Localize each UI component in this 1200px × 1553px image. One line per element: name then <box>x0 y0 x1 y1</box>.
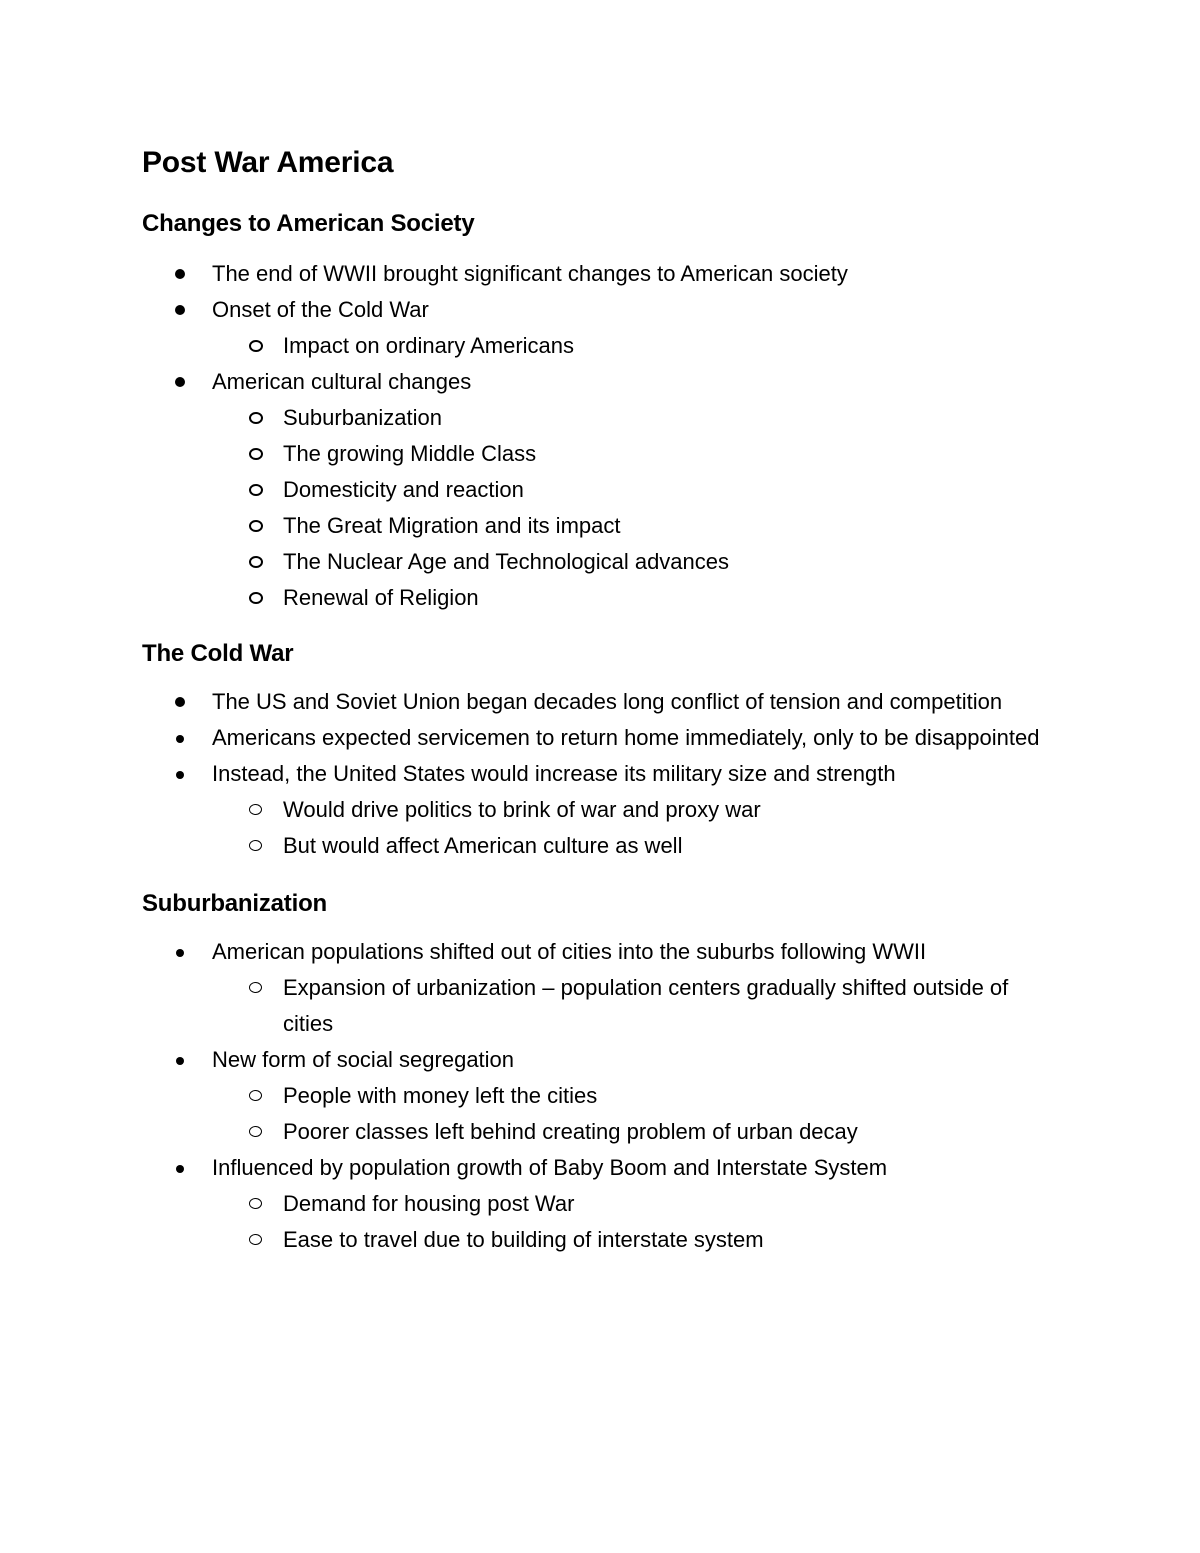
list-item <box>142 1150 1062 1186</box>
list-item <box>142 720 1062 756</box>
list-item-text: People with money left the cities <box>283 1083 598 1108</box>
list-item <box>142 580 1062 616</box>
list-item-text: Suburbanization <box>283 405 443 430</box>
list-item-text: The Nuclear Age and Technological advances <box>283 549 730 574</box>
section-heading: Suburbanization <box>142 890 327 917</box>
bullet-icon <box>176 1165 184 1173</box>
list-item-text: New form of social segregation <box>212 1047 515 1072</box>
list-item <box>142 970 1062 1042</box>
list-item <box>142 684 1062 720</box>
list-item-text: The growing Middle Class <box>283 441 537 466</box>
circle-bullet-icon <box>249 1126 262 1137</box>
section-heading: The Cold War <box>142 640 294 667</box>
list-item <box>142 328 1062 364</box>
list-item <box>142 1222 1062 1258</box>
circle-bullet-icon <box>249 982 262 993</box>
bullet-icon <box>176 949 184 957</box>
bullet-icon <box>176 771 184 779</box>
circle-bullet-icon <box>249 1090 262 1101</box>
list-item <box>142 472 1062 508</box>
list-item-text: The end of WWII brought significant changes to American society <box>212 261 848 286</box>
list-item-text: Impact on ordinary Americans <box>283 333 575 358</box>
circle-bullet-icon <box>249 412 263 424</box>
bullet-list <box>142 934 1062 1258</box>
list-item-text: American cultural changes <box>212 369 472 394</box>
bullet-icon <box>175 305 185 315</box>
list-item <box>142 292 1062 328</box>
section-heading: Changes to American Society <box>142 210 475 237</box>
list-item <box>142 934 1062 970</box>
list-item-text: Instead, the United States would increase its military size and strength <box>212 761 896 786</box>
list-item-text: Onset of the Cold War <box>212 297 429 322</box>
list-item <box>142 1114 1062 1150</box>
list-item-text: Expansion of urbanization – population centers gradually shifted outside of cities <box>283 975 1009 1036</box>
circle-bullet-icon <box>249 484 263 496</box>
list-item-text: Would drive politics to brink of war and proxy war <box>283 797 761 822</box>
list-item-text: Americans expected servicemen to return home immediately, only to be disappointed <box>212 725 1040 750</box>
list-item-text: The US and Soviet Union began decades long conflict of tension and competition <box>212 689 1003 714</box>
list-item <box>142 400 1062 436</box>
bullet-icon <box>176 1057 184 1065</box>
list-item <box>142 828 1062 864</box>
list-item <box>142 792 1062 828</box>
list-item <box>142 508 1062 544</box>
document-page <box>142 140 1062 1258</box>
bullet-list <box>142 684 1062 864</box>
list-item-text: The Great Migration and its impact <box>283 513 621 538</box>
bullet-icon <box>176 735 184 743</box>
list-item-text: Ease to travel due to building of interstate system <box>283 1227 764 1252</box>
circle-bullet-icon <box>249 448 263 460</box>
list-item-text: Domesticity and reaction <box>283 477 524 502</box>
circle-bullet-icon <box>249 520 263 532</box>
list-item-text: Demand for housing post War <box>283 1191 575 1216</box>
bullet-icon <box>175 377 185 387</box>
circle-bullet-icon <box>249 1198 262 1209</box>
page-title: Post War America <box>142 146 394 179</box>
list-item <box>142 1078 1062 1114</box>
bullet-list <box>142 256 1062 616</box>
list-item-text: Poorer classes left behind creating problem of urban decay <box>283 1119 858 1144</box>
circle-bullet-icon <box>249 340 263 352</box>
list-item <box>142 364 1062 400</box>
list-item <box>142 544 1062 580</box>
bullet-icon <box>175 269 185 279</box>
circle-bullet-icon <box>249 804 262 815</box>
list-item-text: But would affect American culture as well <box>283 833 683 858</box>
list-item <box>142 256 1062 292</box>
circle-bullet-icon <box>249 556 263 568</box>
list-item-text: American populations shifted out of cities into the suburbs following WWII <box>212 939 927 964</box>
list-item <box>142 1042 1062 1078</box>
list-item-text: Influenced by population growth of Baby Boom and Interstate System <box>212 1155 888 1180</box>
circle-bullet-icon <box>249 840 262 851</box>
list-item <box>142 1186 1062 1222</box>
list-item <box>142 436 1062 472</box>
list-item <box>142 756 1062 792</box>
circle-bullet-icon <box>249 592 263 604</box>
list-item-text: Renewal of Religion <box>283 585 479 610</box>
circle-bullet-icon <box>249 1234 262 1245</box>
bullet-icon <box>175 697 185 707</box>
